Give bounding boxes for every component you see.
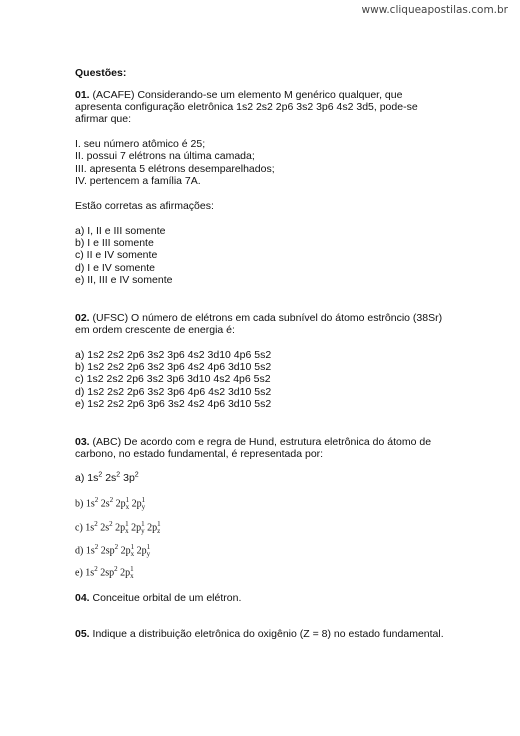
orbital-axis: x	[130, 550, 135, 558]
orbital-axis: x	[125, 503, 130, 511]
orbital-index	[147, 544, 151, 558]
exponent: 2	[94, 519, 98, 528]
term: 2s	[105, 472, 117, 484]
q4-text: Conceitue orbital de um elétron.	[92, 592, 242, 604]
orbital-index	[130, 566, 134, 580]
term: 2p	[131, 498, 142, 510]
q1-statement: III. apresenta 5 elétrons desemparelhados;	[75, 163, 275, 175]
exponent: 2	[98, 471, 103, 479]
exponent: 2	[94, 495, 99, 504]
orbital-axis: y	[141, 503, 146, 511]
exponent: 2	[94, 542, 99, 551]
exponent: 1	[146, 543, 151, 551]
term: 2s	[100, 498, 110, 510]
term: 2p	[131, 522, 142, 534]
term: 2p	[115, 498, 126, 510]
orbital-axis: y	[141, 527, 145, 535]
q5-text: Indique a distribuição eletrônica do oxigênio (Z = 8) no estado fundamental.	[92, 628, 444, 640]
term: 1s	[85, 545, 95, 557]
exponent: 2	[116, 471, 121, 479]
option-label: c)	[75, 522, 83, 534]
q2-text-1: (UFSC) O número de elétrons em cada subnível do átomo estrôncio (38Sr)	[92, 312, 443, 324]
q1-option: d) I e IV somente	[75, 262, 155, 274]
term: 1s	[85, 567, 95, 579]
exponent: 1	[141, 496, 146, 504]
orbital-index	[131, 544, 135, 558]
q3-option-e	[75, 566, 134, 580]
option-label: b)	[75, 498, 84, 510]
term: 2sp	[100, 545, 115, 557]
orbital-index	[126, 497, 130, 511]
orbital-index	[141, 521, 145, 535]
exponent: 1	[157, 520, 161, 528]
q3-option-d	[75, 544, 150, 558]
q2-option: d) 1s2 2s2 2p6 3s2 3p6 4p6 4s2 3d10 5s2	[75, 386, 272, 398]
exponent: 2	[134, 471, 139, 479]
orbital-axis: z	[157, 527, 161, 535]
term: 2p	[115, 522, 126, 534]
exponent: 2	[109, 519, 113, 528]
option-label: e)	[75, 567, 83, 579]
q2-option: e) 1s2 2s2 2p6 3p6 3s2 4s2 4p6 3d10 5s2	[75, 398, 272, 410]
orbital-axis: y	[146, 550, 151, 558]
option-label: d)	[75, 545, 84, 557]
orbital-index	[157, 521, 161, 535]
exponent: 1	[130, 543, 135, 551]
q2-line1	[75, 312, 442, 325]
exponent: 2	[94, 564, 98, 573]
q3-option-b	[75, 497, 145, 511]
section-title: Questões:	[75, 67, 127, 79]
term: 2sp	[100, 567, 115, 579]
term: 3p	[123, 472, 135, 484]
q2-option: c) 1s2 2s2 2p6 3s2 3p6 3d10 4s2 4p6 5s2	[75, 373, 271, 385]
q3-option-c	[75, 521, 161, 535]
q3-option-a	[75, 472, 139, 484]
q1-line1	[75, 89, 402, 102]
option-label: a)	[75, 472, 85, 484]
q5	[75, 628, 444, 641]
q1-statement: II. possui 7 elétrons na última camada;	[75, 150, 255, 162]
exponent: 2	[109, 495, 114, 504]
exponent: 2	[114, 564, 118, 573]
term: 1s	[85, 522, 95, 534]
exponent: 1	[125, 496, 130, 504]
orbital-axis: x	[125, 527, 129, 535]
q2-number: 02.	[75, 312, 90, 324]
exponent: 2	[114, 542, 119, 551]
term: 2p	[120, 567, 131, 579]
q1-statement: IV. pertencem a família 7A.	[75, 175, 201, 187]
term: 2p	[136, 545, 147, 557]
orbital-index	[142, 497, 146, 511]
q1-option: e) II, III e IV somente	[75, 274, 173, 286]
exponent: 1	[125, 520, 129, 528]
q1-option: a) I, II e III somente	[75, 225, 166, 237]
q1-number: 01.	[75, 89, 90, 101]
q1-statement: I. seu número atômico é 25;	[75, 138, 206, 150]
term: 2s	[100, 522, 110, 534]
q2-line2: em ordem crescente de energia é:	[75, 324, 235, 336]
q4	[75, 592, 241, 605]
q4-number: 04.	[75, 592, 90, 604]
term: 2p	[147, 522, 158, 534]
exponent: 1	[130, 565, 134, 573]
q2-option: a) 1s2 2s2 2p6 3s2 3p6 4s2 3d10 4p6 5s2	[75, 349, 272, 361]
q5-number: 05.	[75, 628, 90, 640]
q1-line3: afirmar que:	[75, 113, 132, 125]
q2-option: b) 1s2 2s2 2p6 3s2 3p6 4s2 4p6 3d10 5s2	[75, 361, 272, 373]
q3-text-1: (ABC) De acordo com e regra de Hund, estrutura eletrônica do átomo de	[92, 436, 432, 448]
exponent: 1	[141, 520, 145, 528]
q1-text-1: (ACAFE) Considerando-se um elemento M genérico qualquer, que	[92, 89, 403, 101]
orbital-index	[125, 521, 129, 535]
q1-line2: apresenta configuração eletrônica 1s2 2s2 2p6 3s2 3p6 4s2 3d5, pode-se	[75, 101, 418, 113]
term: 1s	[85, 498, 95, 510]
term: 2p	[120, 545, 131, 557]
q3-number: 03.	[75, 436, 90, 448]
term: 1s	[87, 472, 99, 484]
site-url: www.cliqueapostilas.com.br	[361, 4, 508, 16]
orbital-axis: x	[130, 572, 134, 580]
q3-line1	[75, 436, 431, 449]
q1-prompt: Estão corretas as afirmações:	[75, 200, 214, 212]
q1-option: b) I e III somente	[75, 237, 154, 249]
q1-option: c) II e IV somente	[75, 249, 158, 261]
q3-line2: carbono, no estado fundamental, é representada por:	[75, 448, 324, 460]
